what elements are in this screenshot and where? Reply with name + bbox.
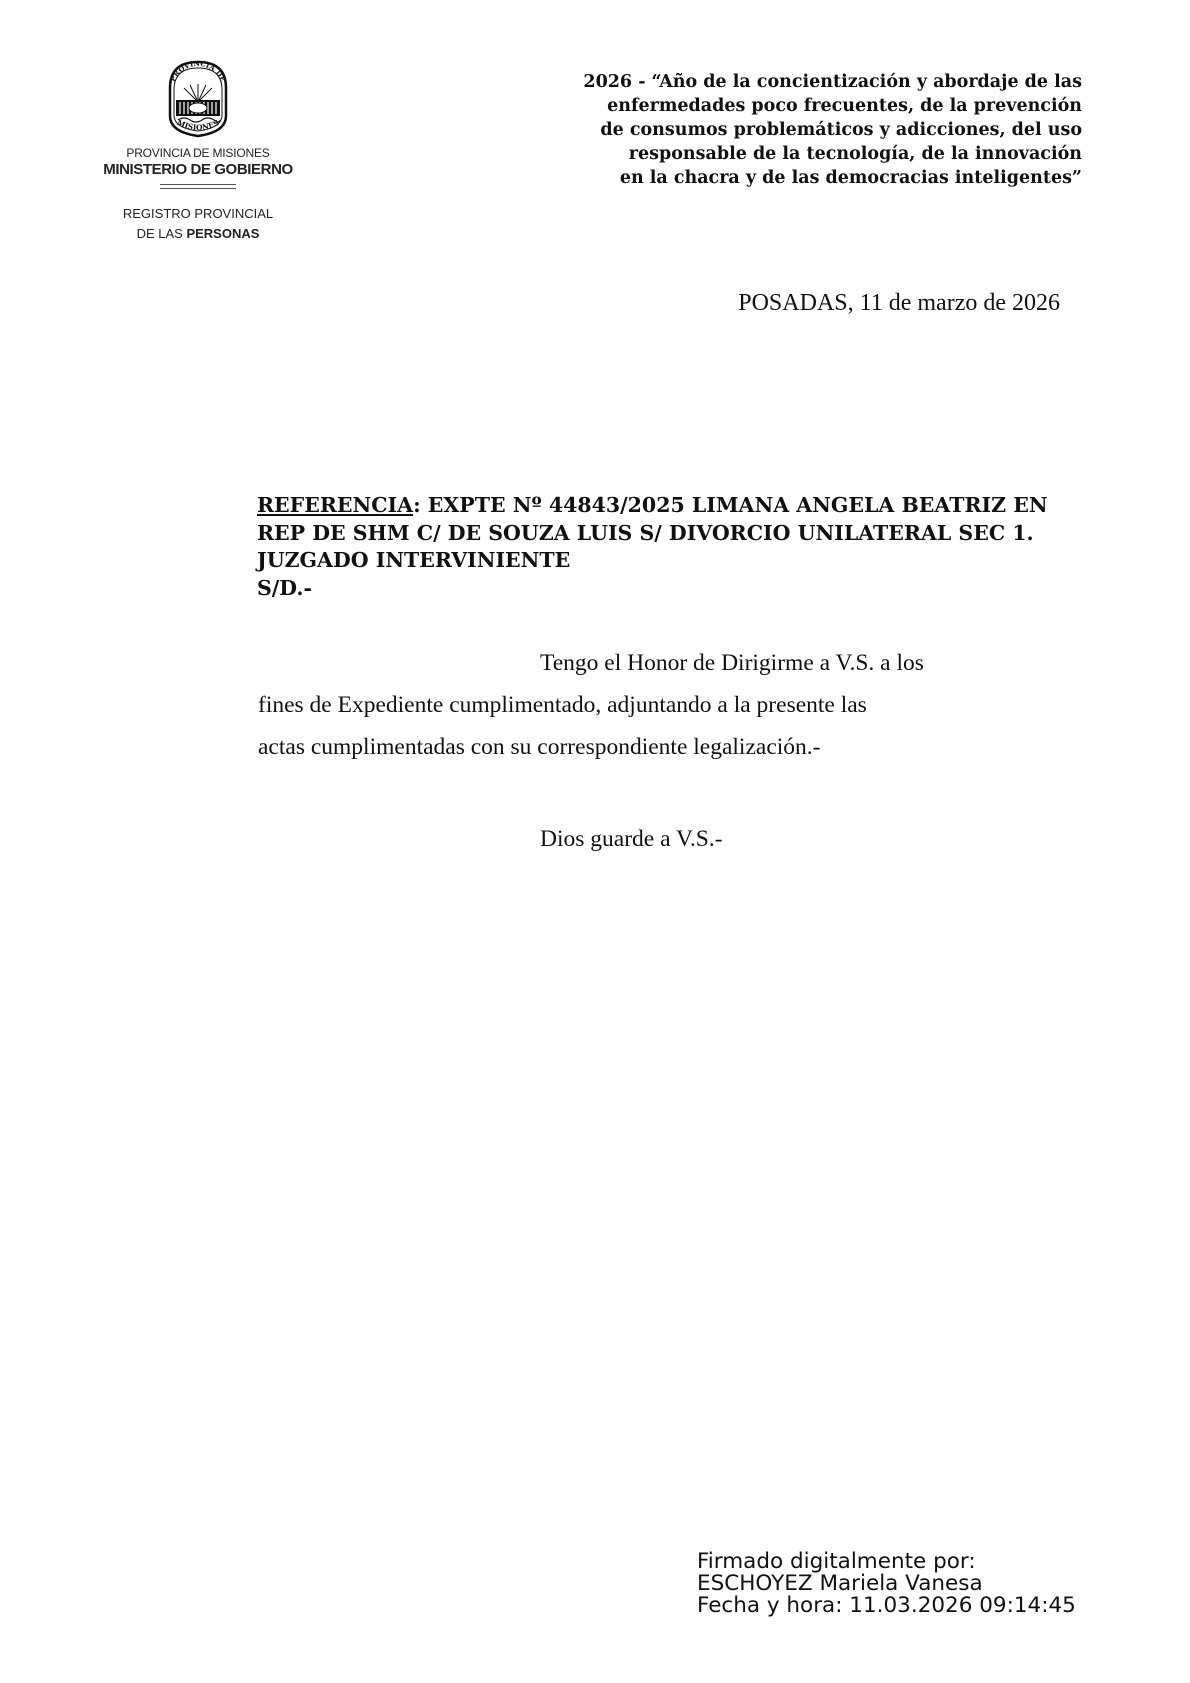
org-people-bold: PERSONAS [186, 226, 260, 241]
place-date: POSADAS, 11 de marzo de 2026 [738, 290, 1060, 316]
org-divider [160, 184, 236, 185]
digital-signature [697, 1551, 1076, 1617]
reference-block [257, 492, 1117, 602]
motto-line: enfermedades poco frecuentes, de la prevención [607, 96, 1082, 116]
motto-line: responsable de la tecnología, de la innovación [628, 144, 1082, 164]
motto-line: de consumos problemáticos y adicciones, del uso [600, 120, 1082, 140]
reference-line-4: S/D.- [257, 575, 312, 600]
province-seal-icon [160, 58, 236, 140]
seal-text-top: PROVINCIA DE [168, 58, 228, 84]
signature-line-3: Fecha y hora: 11.03.2026 09:14:45 [697, 1593, 1076, 1618]
closing-line: Dios guarde a V.S.- [540, 826, 723, 852]
body-line-2: fines de Expediente cumplimentado, adjuntando a la presente las [258, 692, 867, 718]
motto-line: en la chacra y de las democracias inteligentes” [619, 168, 1082, 188]
reference-line-2: REP DE SHM C/ DE SOUZA LUIS S/ DIVORCIO UNILATERAL SEC 1. [257, 520, 1034, 545]
reference-line-1 [257, 492, 1117, 520]
signature-line-2: ESCHOYEZ Mariela Vanesa [697, 1571, 983, 1596]
body-line-1: Tengo el Honor de Dirigirme a V.S. a los [540, 650, 924, 676]
year-motto [520, 70, 1082, 190]
reference-line-1-rest: : EXPTE Nº 44843/2025 LIMANA ANGELA BEATRIZ EN [413, 493, 1048, 517]
org-people-prefix: DE LAS [136, 226, 187, 241]
motto-line: 2026 - “Año de la concientización y abordaje de las [583, 72, 1082, 92]
org-province-label: PROVINCIA DE MISIONES [126, 146, 270, 160]
org-registry-label: REGISTRO PROVINCIAL [122, 206, 274, 221]
org-people-label [80, 226, 316, 241]
reference-label: REFERENCIA [257, 493, 414, 517]
org-divider [160, 188, 236, 189]
org-ministry-label: MINISTERIO DE GOBIERNO [103, 161, 293, 178]
seal-text-bottom: MISIONES [175, 117, 221, 133]
signature-line-1: Firmado digitalmente por: [697, 1549, 976, 1574]
reference-line-3: JUZGADO INTERVINIENTE [257, 548, 571, 572]
body-line-3: actas cumplimentadas con su correspondiente legalización.- [258, 734, 821, 760]
